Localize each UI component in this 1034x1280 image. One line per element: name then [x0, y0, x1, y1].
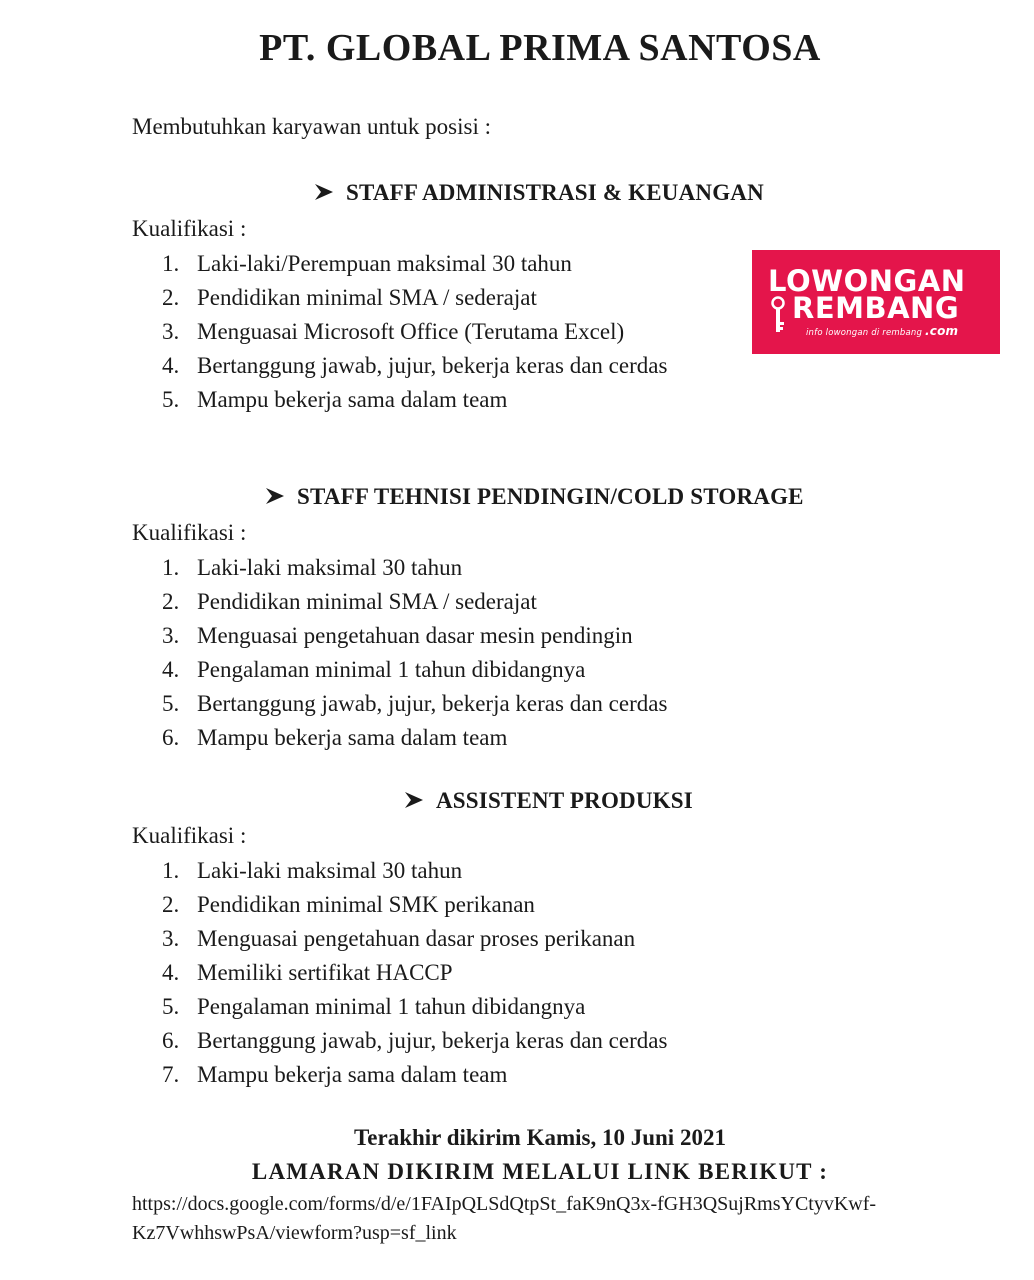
key-icon	[771, 296, 785, 334]
list-item: 2. Pendidikan minimal SMK perikanan	[162, 892, 535, 917]
list-item: 1. Laki-laki maksimal 30 tahun	[162, 858, 463, 883]
list-item: 1. Laki-laki/Perempuan maksimal 30 tahun	[162, 251, 572, 276]
list-item: 3. Menguasai pengetahuan dasar proses perikanan	[162, 926, 636, 951]
list-item: 1. Laki-laki maksimal 30 tahun	[162, 555, 463, 580]
list-item: 4. Bertanggung jawab, jujur, bekerja keras dan cerdas	[162, 353, 668, 378]
arrow-bullet-icon	[404, 791, 424, 809]
application-link-line-1: https://docs.google.com/forms/d/e/1FAIpQLSdQtpSt_faK9nQ3x-fGH3QSujRmsYCtyvKwf-	[132, 1193, 877, 1215]
logo-tagline: info lowongan di rembang .com	[806, 324, 959, 338]
list-item: 3. Menguasai Microsoft Office (Terutama Excel)	[162, 319, 625, 344]
position-heading-admin	[314, 180, 764, 206]
qualification-label: Kualifikasi :	[132, 823, 247, 848]
intro-text: Membutuhkan karyawan untuk posisi :	[132, 114, 492, 139]
position-title: STAFF ADMINISTRASI & KEUANGAN	[346, 180, 764, 205]
position-heading-technician	[265, 484, 804, 510]
list-item: 5. Bertanggung jawab, jujur, bekerja keras dan cerdas	[162, 691, 668, 716]
application-link-line-2: Kz7VwhhswPsA/viewform?usp=sf_link	[132, 1222, 457, 1244]
position-heading-production	[404, 788, 693, 814]
list-item: 7. Mampu bekerja sama dalam team	[162, 1062, 508, 1087]
sent-date: Terakhir dikirim Kamis, 10 Juni 2021	[354, 1125, 726, 1150]
logo-line-2: REMBANG	[792, 291, 960, 325]
position-title: ASSISTENT PRODUKSI	[436, 788, 693, 813]
application-instruction: LAMARAN DIKIRIM MELALUI LINK BERIKUT :	[251, 1159, 829, 1184]
qualification-label: Kualifikasi :	[132, 216, 247, 241]
list-item: 3. Menguasai pengetahuan dasar mesin pendingin	[162, 623, 633, 648]
company-title: PT. GLOBAL PRIMA SANTOSA	[259, 27, 821, 69]
qualification-list-admin	[162, 250, 667, 420]
qualification-list-technician	[162, 554, 667, 758]
position-title: STAFF TEHNISI PENDINGIN/COLD STORAGE	[297, 484, 804, 509]
list-item: 6. Mampu bekerja sama dalam team	[162, 725, 508, 750]
list-item: 4. Pengalaman minimal 1 tahun dibidangnya	[162, 657, 586, 682]
list-item: 2. Pendidikan minimal SMA / sederajat	[162, 589, 537, 614]
arrow-bullet-icon	[314, 183, 334, 201]
qualification-label: Kualifikasi :	[132, 520, 247, 545]
list-item: 5. Pengalaman minimal 1 tahun dibidangnya	[162, 994, 586, 1019]
list-item: 6. Bertanggung jawab, jujur, bekerja keras dan cerdas	[162, 1028, 668, 1053]
logo-line-1: LOWONGAN	[768, 264, 966, 298]
list-item: 2. Pendidikan minimal SMA / sederajat	[162, 285, 537, 310]
arrow-bullet-icon	[265, 487, 285, 505]
qualification-list-production	[162, 857, 667, 1095]
list-item: 4. Memiliki sertifikat HACCP	[162, 960, 453, 985]
lowongan-rembang-logo	[752, 250, 1000, 354]
list-item: 5. Mampu bekerja sama dalam team	[162, 387, 508, 412]
